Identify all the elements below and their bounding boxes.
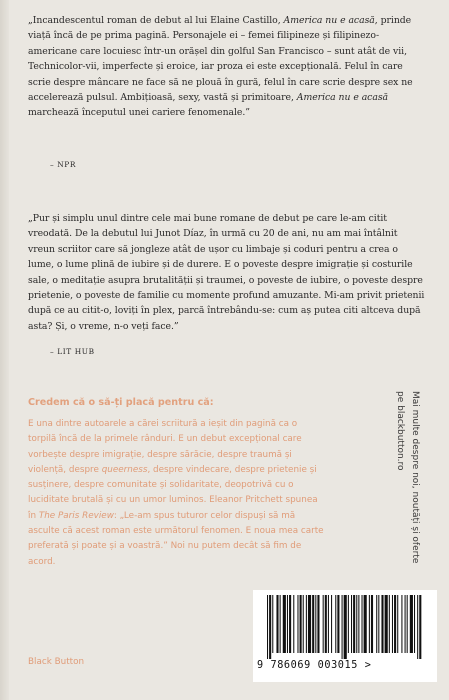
barcode-bar [297, 595, 298, 653]
barcode-bar [353, 595, 355, 653]
barcode-bar [419, 595, 421, 659]
barcode-bar [364, 595, 367, 653]
barcode-bar [385, 595, 388, 653]
barcode-bar [269, 595, 271, 659]
barcode-bar [328, 595, 329, 653]
website-note [384, 391, 422, 577]
barcode-bar [308, 595, 311, 653]
npr-quote-text: marchează începutul unei cariere fenomenale.” [28, 107, 250, 119]
barcode-bar [344, 595, 347, 659]
reasons-text-part: E una dintre autoarele a cărei scriitură a ieșit din pagină ca o torpilă încă de la primele rânduri. E un debut excepțional care vorbește despre imigrație, despre sărăcie, despre traumă și violență, despre [28, 419, 302, 475]
barcode-bar [394, 595, 396, 653]
magazine-name: The Paris Review [38, 510, 114, 521]
barcode-bar [410, 595, 413, 653]
barcode-bar [337, 595, 339, 653]
npr-review-quote [28, 13, 426, 121]
barcode-bar [369, 595, 370, 653]
barcode-bar [276, 595, 278, 653]
barcode-bar [348, 595, 349, 653]
barcode-bar [351, 595, 352, 653]
spine-edge [0, 0, 9, 700]
barcode-bar [315, 595, 316, 653]
reasons-term: queerness [101, 464, 148, 475]
npr-quote-text: , prinde viață încă de pe prima pagină. Personajele ei – femei filipineze și filipinezo-americane care locuiesc într-un orășel din golful San Francisco – sunt atât de vii, Technicolor-vii, imperfecte și eroice, iar proza ei este excepțională. Felul în care scrie despre mâncare ne face să ne plouă în gură, felul în care scrie despre sex ne accelerează pulsul. Ambițioasă, sexy, vastă și primitoare, [28, 15, 413, 104]
barcode-bar [280, 595, 281, 653]
barcode-bar [300, 595, 302, 653]
barcode-bar [356, 595, 357, 653]
barcode-bar [287, 595, 288, 653]
barcode-bar [381, 595, 383, 653]
book-title: America nu e acasă [283, 15, 375, 26]
barcode-bar [414, 595, 415, 653]
barcode-bars [265, 595, 425, 659]
barcode-bar [303, 595, 304, 653]
barcode-bar [306, 595, 307, 653]
lithub-source: – LIT HUB [50, 347, 95, 356]
barcode-bar [371, 595, 373, 653]
lithub-review-quote: „Pur și simplu unul dintre cele mai bune romane de debut pe care le-am citit vreodată. De la debutul lui Junot Díaz, în urmă cu 20 de ani, nu am mai întâlnit vreun scriitor care să jongleze atât de ușor cu limbaje și coduri pentru a crea o lume, o lume plină de iubire și de durere. E o poveste despre imigrație și costurile sale, o meditație asupra brutalității și traumei, o poveste de iubire, o poveste despre prietenie, o poveste de familie cu momente profund amuzante. Mi-am privit prietenii după ce au citit-o, loviți în plex, parcă întrebându-se: cum aș putea citi altceva după asta? Și, o vreme, n-o veți face.” [28, 213, 425, 332]
barcode-bar [323, 595, 324, 653]
npr-quote-text: „Incandescentul roman de debut al lui Elaine Castillo, [28, 15, 284, 26]
barcode-bar [397, 595, 398, 653]
barcode-bar [331, 595, 332, 653]
barcode-bar [401, 595, 402, 653]
barcode-bar [362, 595, 363, 653]
barcode-bar [407, 595, 408, 653]
barcode-bar [335, 595, 336, 653]
barcode-bar [312, 595, 314, 653]
barcode-bar [389, 595, 390, 653]
barcode-bar [376, 595, 377, 653]
isbn-digits: 9 786069 003015 > [257, 660, 372, 671]
reasons-heading: Credem că o să-ți placă pentru că: [28, 397, 214, 408]
barcode-bar [417, 595, 418, 659]
reasons-text [28, 417, 328, 570]
book-title: America nu e acasă [296, 92, 389, 104]
barcode-bar [293, 595, 294, 653]
barcode-bar [392, 595, 393, 653]
publisher-name: Black Button [28, 657, 85, 667]
barcode-bar [358, 595, 359, 653]
barcode-bar [272, 595, 273, 653]
barcode-bar [342, 595, 343, 659]
barcode-bar [317, 595, 319, 653]
barcode-bar [405, 595, 406, 653]
isbn-barcode [253, 590, 437, 682]
barcode-bar [267, 595, 268, 659]
barcode-bar [378, 595, 379, 653]
reasons-text-part: : „Le-am spus tuturor celor dispuși să mă asculte că acest roman este următorul fenomen. E noua mea carte preferată și poate și a voastră.” Noi nu putem decât să fim de acord. [28, 510, 324, 567]
barcode-bar [289, 595, 291, 653]
barcode-bar [283, 595, 286, 653]
website-note-text: Mai multe despre noi, noutăți și oferte pe blackbutton.ro [395, 391, 420, 564]
npr-source: – NPR [50, 160, 77, 169]
reasons-text-part: , despre vindecare, despre prietenie și susținere, despre comunitate și solidaritate, deopotrivă cu o luciditate brutală și cu un umor luminos. Eleanor Pritchett spunea în [28, 464, 318, 521]
barcode-bar [325, 595, 327, 653]
